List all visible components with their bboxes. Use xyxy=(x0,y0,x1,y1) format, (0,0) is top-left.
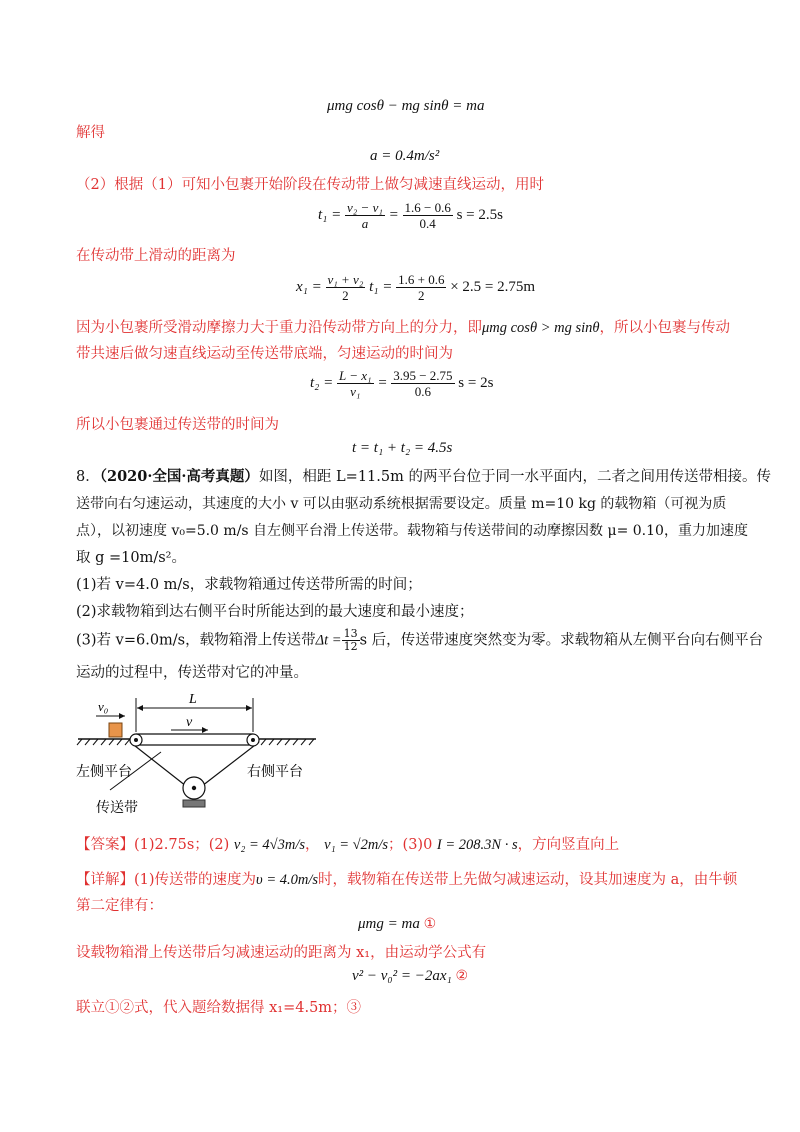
question-8-sub2: (2)求载物箱到达右侧平台时所能达到的最大速度和最小速度； xyxy=(76,604,474,620)
answer-line: 【答案】(1)2.75s；(2) v₂ = 4√3m/s， v₁ = √2m/s；(3)0 I = 208.3N · s，方向竖直向上 xyxy=(76,837,620,853)
text-part2: （2）根据（1）可知小包裹开始阶段在传动带上做匀减速直线运动，用时 xyxy=(76,177,544,193)
equation-newton: μmg cosθ − mg sinθ = ma xyxy=(327,98,485,114)
question-8-sub3: (3)若 v=6.0m/s，载物箱滑上传送带Δt = $\frac{13}{12}$ s 后，传送带速度突然变为零。求载物箱从左侧平台向右侧平台 xyxy=(76,627,764,653)
equation-total-time: t = t₁ + t₂ = 4.5s xyxy=(352,440,453,456)
text-because-2: 带共速后做匀速直线运动至传送带底端，匀速运动的时间为 xyxy=(76,346,453,362)
question-8-line1: 8．（2020·全国·高考真题）如图，相距 L=11.5m 的两平台位于同一水平面内，二者之间用传送带相接。传 xyxy=(76,468,771,485)
question-8-sub1: (1)若 v=4.0 m/s，求载物箱通过传送带所需的时间； xyxy=(76,577,422,593)
cargo-box xyxy=(109,723,122,737)
text-jiede: 解得 xyxy=(76,125,105,141)
equation-t1: t₁ = $\frac{\text{v₂ − v₁}}{a}$ = $\frac{1.6 - 0.6}{0.4}$ s = 2.5s xyxy=(318,200,503,231)
left-platform-hatch xyxy=(77,739,130,745)
text-slide-distance: 在传动带上滑动的距离为 xyxy=(76,248,236,264)
right-platform-hatch xyxy=(261,739,314,745)
detail-line2: 第二定律有： xyxy=(76,898,163,914)
left-platform-label: 左侧平台 xyxy=(76,764,132,780)
equation-kinematics: v² − v₀² = −2ax₁ ② xyxy=(352,968,469,984)
belt-label: 传送带 xyxy=(96,800,138,816)
question-8-line2: 送带向右匀速运动，其速度的大小 v 可以由驱动系统根据需要设定。质量 m=10 kg 的载物箱（可视为质 xyxy=(76,496,727,512)
conveyor-figure xyxy=(76,690,326,820)
detail-line4: 联立①②式，代入题给数据得 x₁=4.5m；③ xyxy=(76,1000,362,1016)
detail-line1: 【详解】(1)传送带的速度为υ = 4.0m/s时，载物箱在传送带上先做匀减速运动，设其加速度为 a，由牛顿 xyxy=(76,872,738,888)
equation-t2: t₂ = $\frac{\text{L − x₁}}{\text{v₁}}$ = $\frac{3.95 - 2.75}{0.6}$ s = 2s xyxy=(310,368,494,399)
question-8-sub3-line2: 运动的过程中，传送带对它的冲量。 xyxy=(76,665,308,681)
drive-base xyxy=(183,800,205,807)
detail-line3: 设载物箱滑上传送带后匀减速运动的距离为 x₁，由运动学公式有 xyxy=(76,945,487,961)
equation-acceleration: a = 0.4m/s² xyxy=(370,148,440,164)
equation-mumg: μmg = ma ① xyxy=(358,916,437,932)
v0-arrowhead xyxy=(119,713,125,719)
question-8-line3: 点），以初速度 v₀=5.0 m/s 自左侧平台滑上传送带。载物箱与传送带间的动摩擦因数 μ= 0.10，重力加速度 xyxy=(76,523,748,539)
belt-left-side xyxy=(130,742,186,786)
question-8-line4: 取 g =10m/s²。 xyxy=(76,550,186,566)
text-because: 因为小包裹所受滑动摩擦力大于重力沿传动带方向上的分力，即μmg cosθ > mg sinθ，所以小包裹与传动 xyxy=(76,320,731,336)
v-label: v xyxy=(186,715,193,730)
equation-x1: x₁ = $\frac{\text{v₁ + v₂}}{2}$ t₁ = $\frac{1.6 + 0.6}{2}$ × 2.5 = 2.75m xyxy=(296,272,536,303)
v0-label: v₀ xyxy=(98,699,109,714)
L-label: L xyxy=(189,692,197,707)
right-platform-label: 右侧平台 xyxy=(247,764,303,780)
text-total-time: 所以小包裹通过传送带的时间为 xyxy=(76,417,279,433)
